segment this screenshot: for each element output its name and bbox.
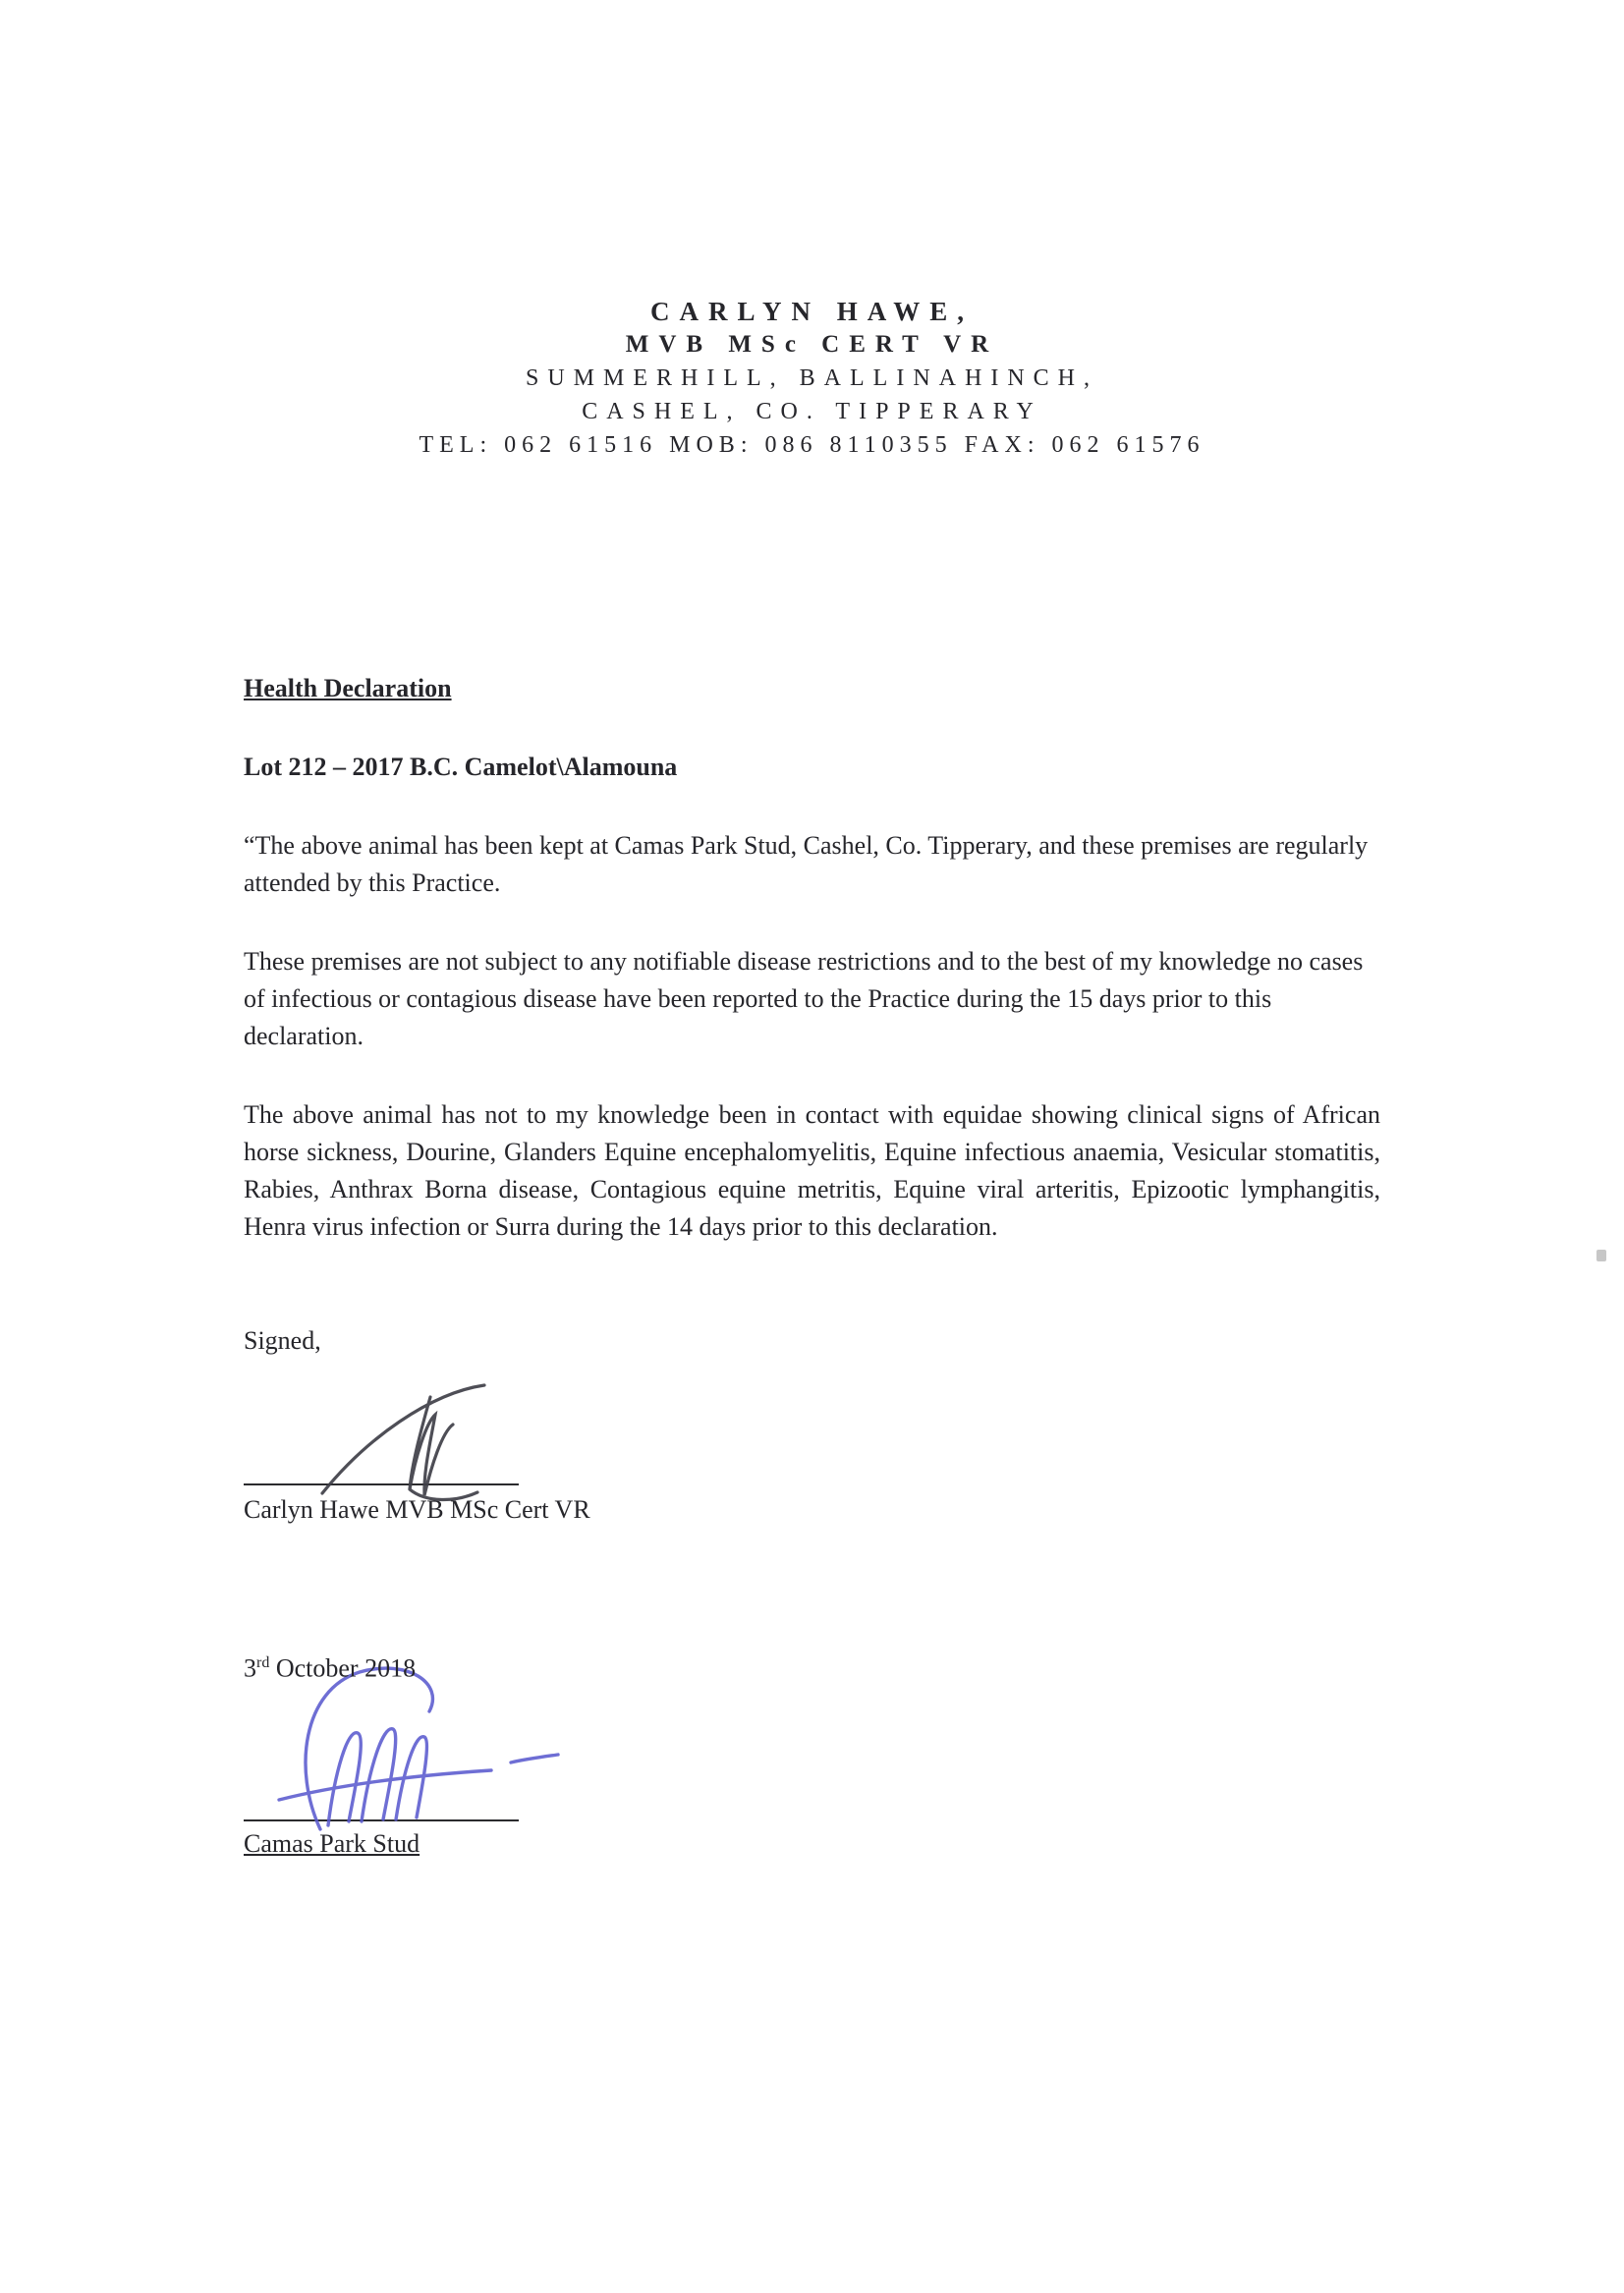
letter-body <box>244 670 1380 1863</box>
stud-name: Camas Park Stud <box>244 1828 420 1858</box>
letterhead <box>0 0 1624 462</box>
scan-artifact <box>1596 1250 1606 1261</box>
veterinarian-signature-ink <box>283 1377 558 1505</box>
paragraph-disease-restrictions: These premises are not subject to any notifiable disease restrictions and to the best of my knowledge no cases of infectious or contagious disease have been reported to the Practice during the 15 days prior to this declaration. <box>244 947 1364 1050</box>
letterhead-name: CARLYN HAWE, <box>649 297 975 326</box>
date-line <box>244 1645 1380 1688</box>
letterhead-credentials: MVB MSc CERT VR <box>625 331 999 358</box>
signature-line <box>244 1483 519 1485</box>
signatory-name: Carlyn Hawe MVB MSc Cert VR <box>244 1495 590 1524</box>
paragraph-contact-diseases: The above animal has not to my knowledge been in contact with equidae showing clinical signs of African horse sickness, Dourine, Glanders Equine encephalomyelitis, Equine infectious anaemia, Vesicular stomatitis, Rabies, Anthrax Borna disease, Contagious equine metritis, Equine viral arteritis, Epizootic lymphangitis, Henra virus infection or Surra during the 14 days prior to this declaration. <box>244 1100 1380 1241</box>
letterhead-address-line1: SUMMERHILL, BALLINAHINCH, <box>526 365 1098 391</box>
letterhead-contact: TEL: 062 61516 MOB: 086 8110355 FAX: 062 61576 <box>419 432 1205 458</box>
paragraph-premises: “The above animal has been kept at Camas Park Stud, Cashel, Co. Tipperary, and these premises are regularly attended by this Practice. <box>244 831 1369 897</box>
date-ordinal-suffix: rd <box>256 1654 270 1671</box>
veterinarian-signature-block <box>244 1377 666 1529</box>
lot-line: Lot 212 – 2017 B.C. Camelot\Alamouna <box>244 753 678 781</box>
signed-label: Signed, <box>244 1326 321 1355</box>
letterhead-address-line2: CASHEL, CO. TIPPERARY <box>582 399 1042 424</box>
document-title: Health Declaration <box>244 674 452 702</box>
date-rest: October 2018 <box>269 1653 417 1683</box>
stud-signature-line <box>244 1819 519 1821</box>
date-day: 3 <box>244 1653 256 1683</box>
